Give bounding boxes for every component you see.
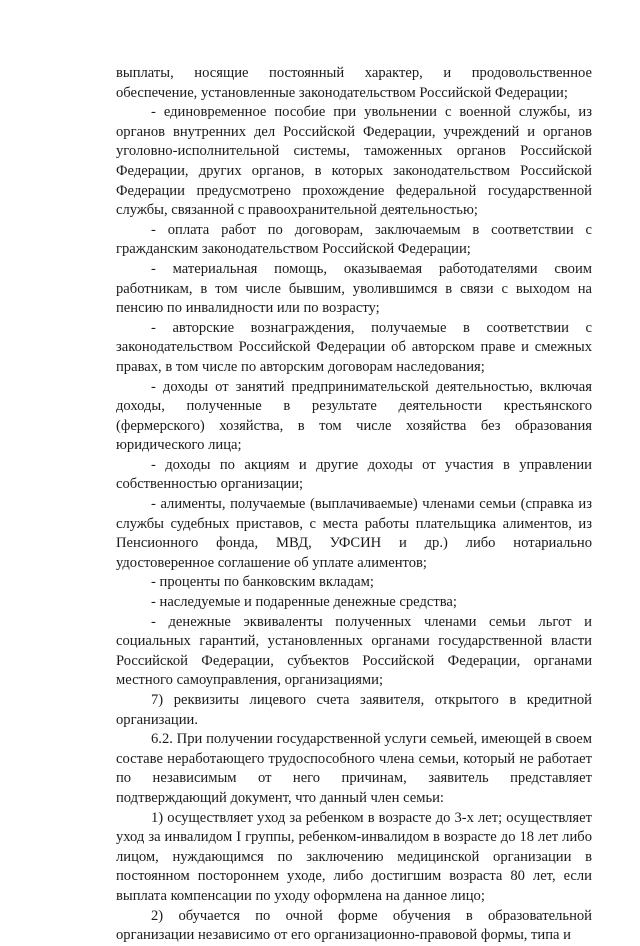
paragraph-share-income: - доходы по акциям и другие доходы от участия в управлении собственностью организации; <box>116 456 592 493</box>
paragraph-inherited-funds: - наследуемые и подаренные денежные средства; <box>151 594 457 611</box>
paragraph-payments-continuation: выплаты, носящие постоянный характер, и продовольственное обеспечение, установленные законодательством Российской Федерации; <box>116 65 592 101</box>
paragraph-bank-interest: - проценты по банковским вкладам; <box>151 574 374 591</box>
paragraph-benefit-equivalents: - денежные эквиваленты полученных членами семьи льгот и социальных гарантий, установленных органами государственной власти Российской Федерации, субъектов Российской Федерации, органами местного самоуправления, организациями; <box>116 613 592 689</box>
paragraph-alimony: - алименты, получаемые (выплачиваемые) членами семьи (справка из службы судебных приставов, с места работы плательщика алиментов, из Пенсионного фонда, МВД, УФСИН и др.) либо нотариально удостоверенное соглашение об уплате алиментов; <box>116 496 592 571</box>
paragraph-contract-payment: - оплата работ по договорам, заключаемым в соответствии с гражданским законодательством Российской Федерации; <box>116 221 592 258</box>
paragraph-section-6-2: 6.2. При получении государственной услуги семьей, имеющей в своем составе неработающего трудоспособного члена семьи, который не работает по независимым от него причинам, заявитель представляет подтверждающий документ, что данный член семьи: <box>116 731 592 806</box>
paragraph-material-aid: - материальная помощь, оказываемая работодателями своим работникам, в том числе бывшим, уволившимся в связи с выходом на пенсию по инвалидности или по возрасту; <box>116 260 592 317</box>
paragraph-account-details: 7) реквизиты лицевого счета заявителя, открытого в кредитной организации. <box>116 692 592 728</box>
paragraph-item-2-education: 2) обучается по очной форме обучения в образовательной организации независимо от его организационно-правовой формы, типа и <box>116 907 592 944</box>
paragraph-item-1-care: 1) осуществляет уход за ребенком в возрасте до 3-х лет; осуществляет уход за инвалидом I группы, ребенком-инвалидом в возрасте до 18 лет либо лицом, нуждающимся по заключению медицинской организации в постоянном постороннем уходе, либо достигшим возраста 80 лет, если выплата компенсации по уходу оформлена на данное лицо; <box>116 809 592 904</box>
paragraph-dismissal-allowance: - единовременное пособие при увольнении с военной службы, из органов внутренних дел Российской Федерации, учреждений и органов уголовно-исполнительной системы, таможенных органов Российской Федерации, других органов, в которых законодательством Российской Федерации предусмотрено прохождение федеральной государственной службы, связанной с правоохранительной деятельностью; <box>116 104 592 219</box>
paragraph-business-income: - доходы от занятий предпринимательской деятельностью, включая доходы, полученные в результате деятельности крестьянского (фермерского) хозяйства, в том числе хозяйства без образования юридического лица; <box>116 378 592 454</box>
document-page <box>116 64 592 946</box>
paragraph-author-fees: - авторские вознаграждения, получаемые в соответствии с законодательством Российской Федерации об авторском праве и смежных правах, в том числе по авторским договорам наследования; <box>116 319 592 375</box>
